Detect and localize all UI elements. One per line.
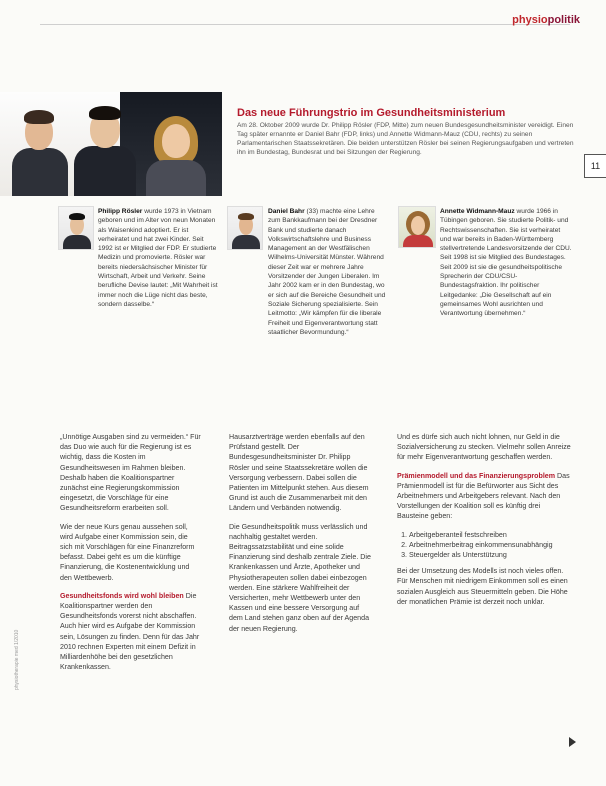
section-tag-prefix: physio: [512, 14, 548, 26]
person-right: [140, 112, 212, 196]
paragraph: Das Prämienmodell ist für die Befürworter aus Sicht des Arbeitnehmers und Arbeitgebers relevant. Nach den Vorstellungen der Koalition soll es künftig drei Bausteine geben:: [397, 471, 570, 521]
list-item: 2. Arbeitnehmerbeitrag einkommensunabhängig: [409, 540, 573, 550]
paragraph: Wie der neue Kurs genau aussehen soll, wird Aufgabe einer Kommission sein, die sich mit Vorschlägen für eine Finanzreform befasst. Dabei geht es um die künftige Finanzierung, die Kostenentwicklung und den Wettbewerb.: [60, 522, 195, 582]
intro-text: Am 28. Oktober 2009 wurde Dr. Philipp Rösler (FDP, Mitte) zum neuen Bundesgesundheitsminister vereidigt. Einen Tag später ernannte er Daniel Bahr (FDP, links) und Annette Widmann-Mauz (CDU, rechts) zu seinen Parlamentarischen Staatssekretären. Die beiden unterstützen Rösler bei seinen Regierungsaufgaben und vertreten ihn im Bundestag, Bundesrat und bei Sitzungen der Regierung.: [237, 122, 574, 156]
paragraph: „Unnötige Ausgaben sind zu vermeiden.“ Für das Duo wie auch für die Regierung ist es wichtig, dass die Kosten im Gesundheitswesen im Rahmen bleiben. Deshalb haben die Koalitionspartner zunächst eine Regierungskommission eingesetzt, die Vorschläge für eine Gesundheitsreform erarbeiten soll.: [60, 433, 201, 513]
group-photo: [0, 92, 222, 196]
intro-title: Das neue Führungstrio im Gesundheitsministerium: [237, 107, 506, 119]
bio-text: wurde 1973 in Vietnam geboren und im Alter von neun Monaten als Waisenkind adoptiert. Er ist verheiratet und hat zwei Kinder. Seit 1992 ist er Mitglied der FDP. Er studierte Medizin und promovierte. Rösler war bereits niedersächsischer Minister für Wirtschaft, Arbeit und Verkehr. Seine berufliche Devise lautet: „Mit Wahrheit ist immer noch die Lüge nicht das beste, sondern dasselbe.“: [98, 208, 218, 308]
numbered-list: [409, 530, 573, 561]
article-column-1: [60, 432, 202, 680]
paragraph: Und es dürfe sich auch nicht lohnen, nur Geld in die Sozialversicherung zu stecken. Vielmehr sollen Anreize für mehr Eigenverantwortung geschaffen werden.: [397, 433, 571, 462]
list-item: 3. Steuergelder als Unterstützung: [409, 550, 573, 560]
side-credit: physiotherapie med 1/2010: [14, 629, 20, 690]
bio-widmann-mauz: [440, 207, 572, 319]
section-tag: [512, 14, 580, 26]
header-rule: [40, 24, 570, 25]
portrait-roesler: [58, 206, 94, 250]
subheading: Prämienmodell und das Finanzierungsproblem: [397, 471, 556, 480]
bio-name: Daniel Bahr: [268, 208, 305, 215]
bio-roesler: [98, 207, 220, 309]
paragraph: Bei der Umsetzung des Modells ist noch vieles offen. Für Menschen mit niedrigem Einkommen soll es einen sozialen Ausgleich aus Steuermitteln geben. Die Höhe der monatlichen Prämie ist derzeit noch unklar.: [397, 567, 568, 606]
list-item: 1. Arbeitgeberanteil festschreiben: [409, 530, 573, 540]
paragraph: Hausarztverträge werden ebenfalls auf den Prüfstand gestellt. Der Bundesgesundheitsminister Dr. Philipp Rösler und seine Staatssekretäre wollen die Versorgung verbessern. Dabei sollen die Patienten im Mittelpunkt stehen. Aus diesem Grund ist auch die Zusammenarbeit mit den Ländern und Verbänden notwendig.: [229, 433, 369, 513]
portrait-bahr: [227, 206, 263, 250]
subheading: Gesundheitsfonds wird wohl bleiben: [60, 591, 184, 600]
continue-arrow-icon: [569, 737, 576, 747]
bio-name: Annette Widmann-Mauz: [440, 208, 515, 215]
person-left: [8, 106, 72, 196]
section-tag-suffix: politik: [547, 14, 580, 26]
portrait-widmann-mauz: [398, 206, 436, 248]
article-column-3: [397, 432, 573, 615]
bio-name: Philipp Rösler: [98, 208, 143, 215]
article-column-2: [229, 432, 371, 642]
page-number: 11: [584, 154, 606, 178]
person-center: [70, 98, 140, 196]
bio-bahr: [268, 207, 386, 337]
bio-text: (33) machte eine Lehre zum Bankkaufmann bei der Dresdner Bank und studierte danach Volkswirtschaftslehre und Business Management an der Westfälischen Wilhelms-Universität Münster. Während dieser Zeit war er mehrere Jahre Vorsitzender der Jungen Liberalen. Im Jahr 2002 kam er in den Bundestag, wo er sich auf die Bereiche Gesundheit und Soziale Sicherung spezialisierte. Sein Leitmotto: „Wir kämpfen für die liberale Freiheit und Eigenverantwortung statt staatlicher Bevormundung.“: [268, 208, 386, 336]
bio-text: wurde 1966 in Tübingen geboren. Sie studierte Politik- und Rechtswissenschaften. Sie ist verheiratet und war bereits in Baden-Württemberg stellvertretende Landesvorsitzende der CDU. Seit 1998 ist sie Mitglied des Bundestages. Seit 2009 ist sie die gesundheitspolitische Sprecherin der CDU/CSU-Bundestagsfraktion. Ihr politischer Leitgedanke: „Die Gesellschaft auf ein gemeinsames Wohl ausrichten und Verantwortung übernehmen.“: [440, 208, 572, 318]
paragraph: Die Gesundheitspolitik muss verlässlich und nachhaltig gestaltet werden. Beitragssatzstabilität und eine solide Finanzierung sind deshalb zentrale Ziele. Die Krankenkassen und Ärzte, Apotheker und Physiotherapeuten sollen dabei einbezogen werden. Eine stärkere Wahlfreiheit der Versicherten, mehr Wettbewerb unter den Kassen und eine bessere Versorgung auf dem Land stehen ganz oben auf der Agenda der neuen Regierung.: [229, 522, 371, 633]
paragraph: Die Koalitionspartner werden den Gesundheitsfonds vorerst nicht abschaffen. Auch hier wird es Aufgabe der Kommission sein, Lösungen zu finden. Denn für das Jahr 2010 rechnen Experten mit einem Defizit in Milliardenhöhe bei den gesetzlichen Krankenkassen.: [60, 591, 200, 672]
